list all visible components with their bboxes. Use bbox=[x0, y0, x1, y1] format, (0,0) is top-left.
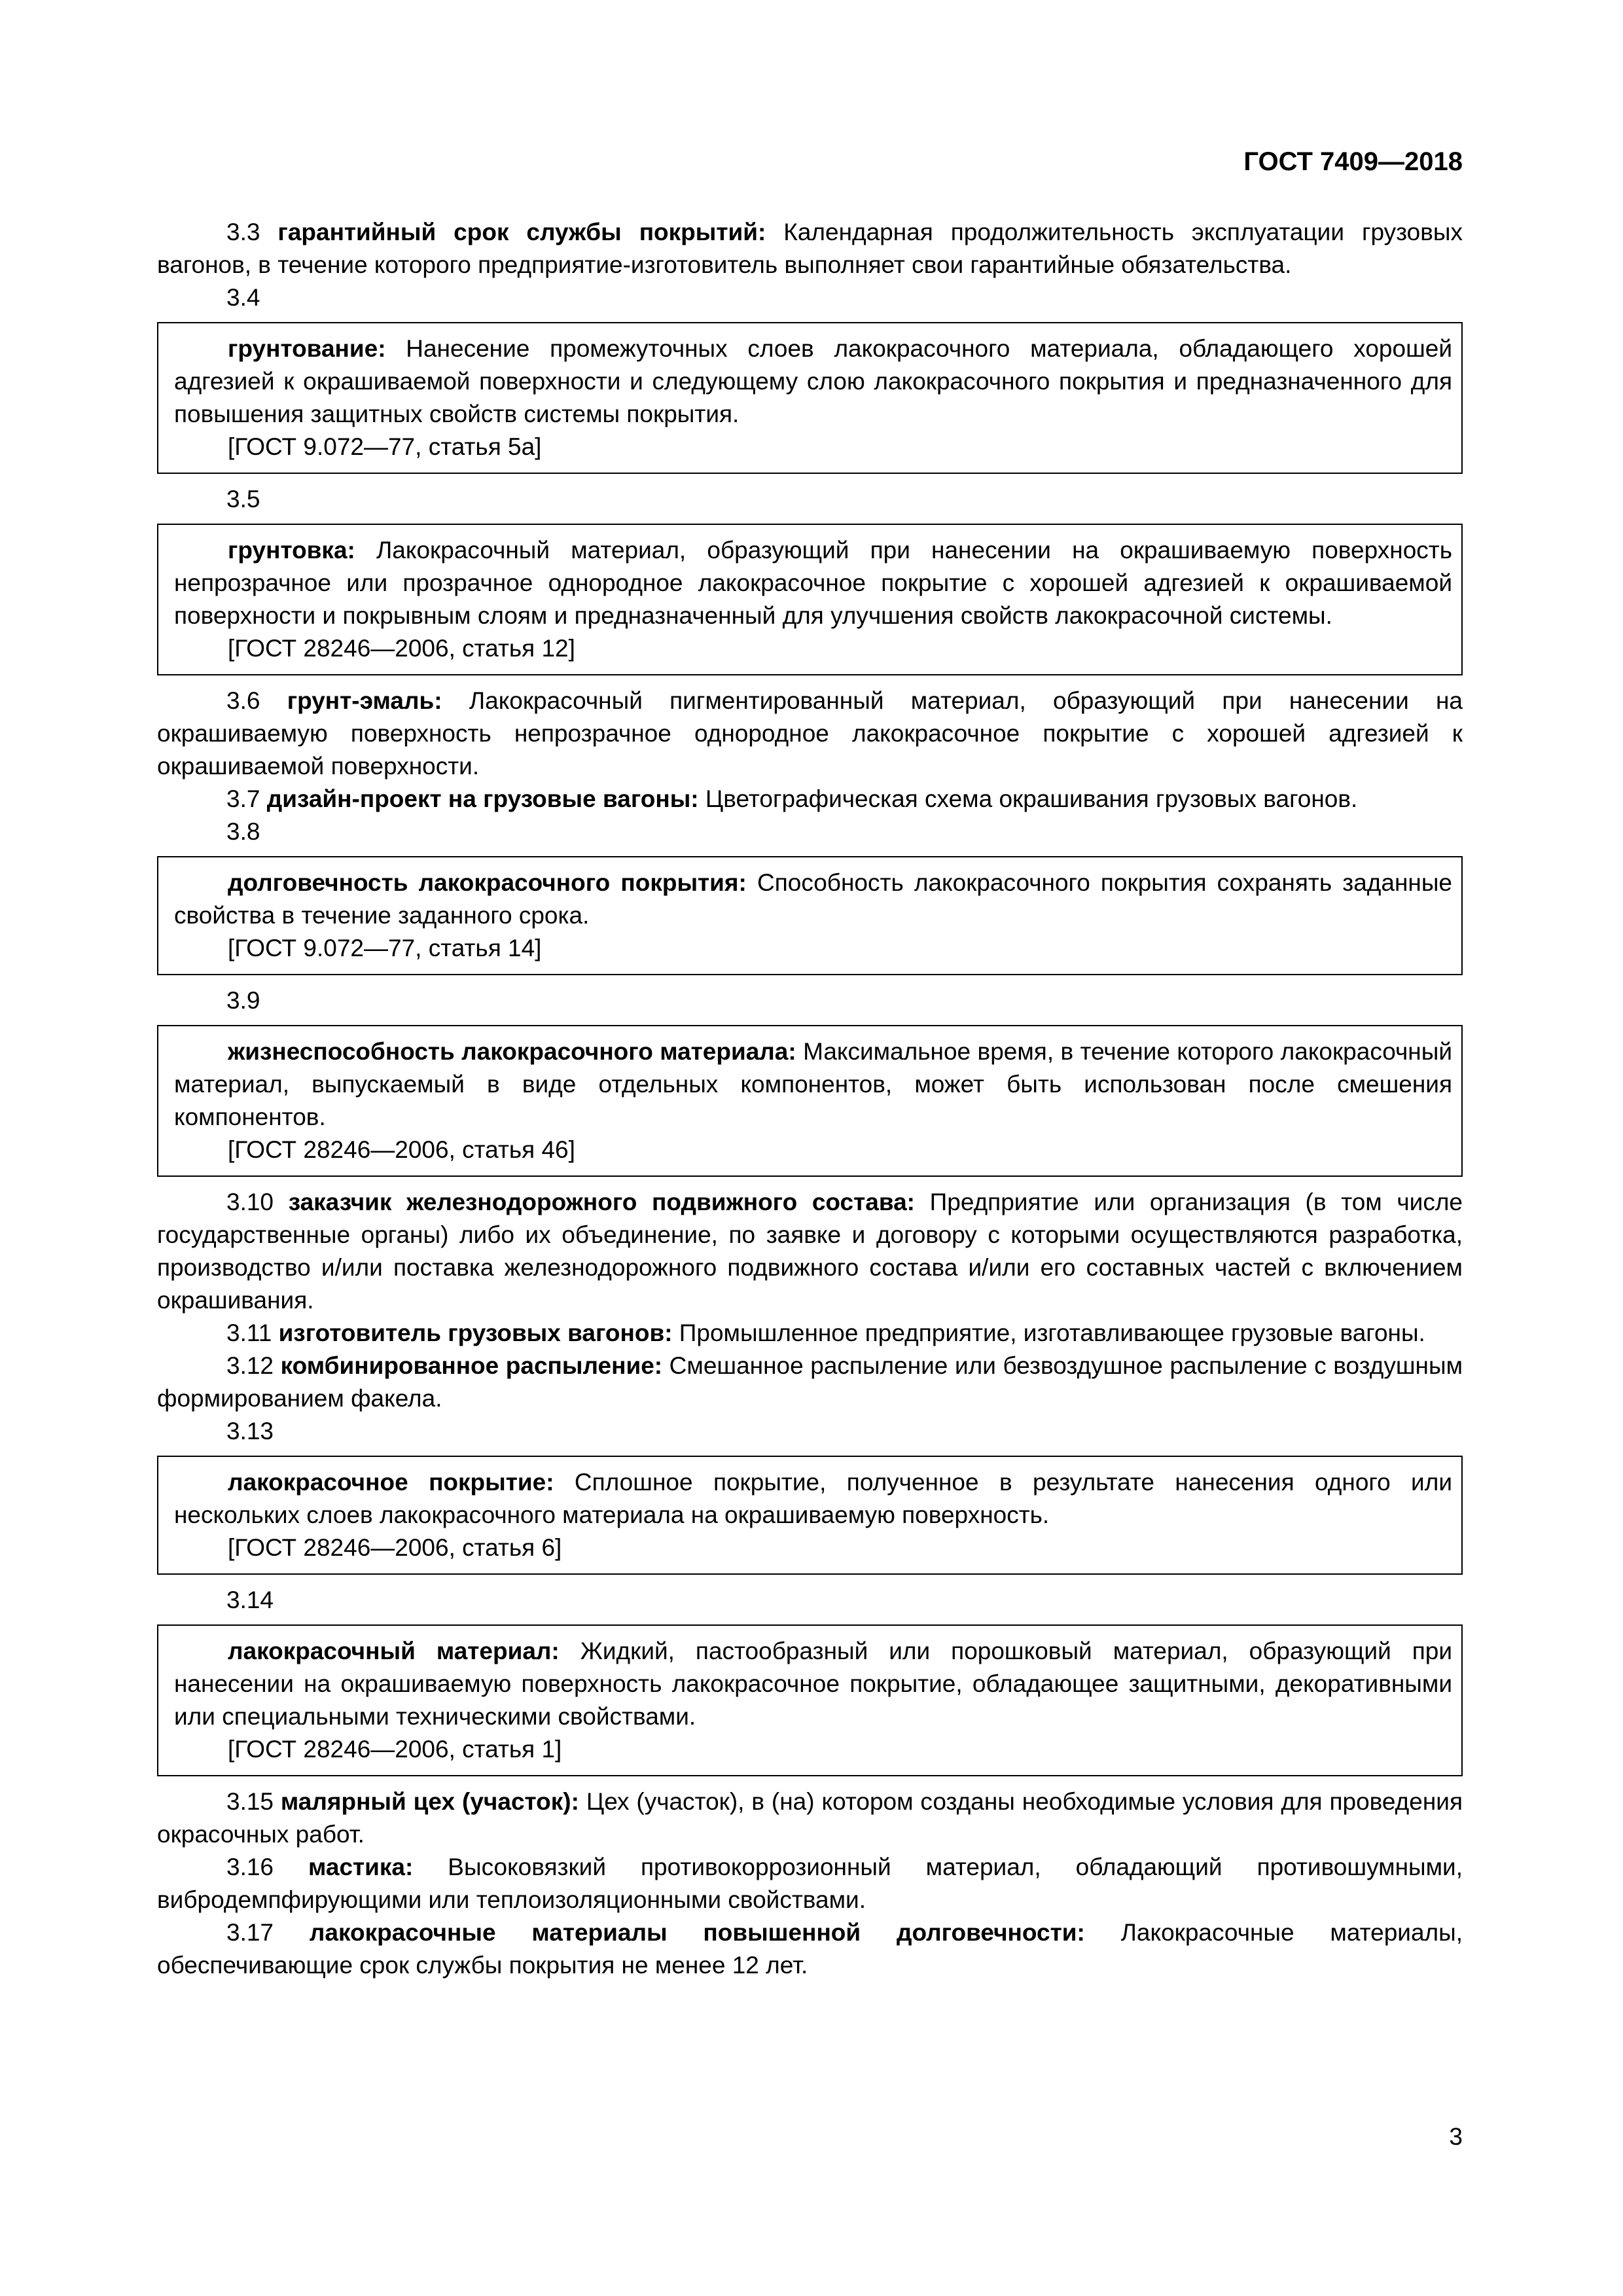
page-number: 3 bbox=[1449, 2123, 1463, 2150]
quoted-term-box bbox=[157, 524, 1463, 675]
term-entry bbox=[174, 867, 1452, 932]
term-entry bbox=[174, 534, 1452, 632]
term-number: 3.17 bbox=[226, 1919, 274, 1946]
term-name: лакокрасочный материал: bbox=[228, 1638, 560, 1664]
term-number: 3.15 bbox=[226, 1788, 274, 1815]
document-header: ГОСТ 7409—2018 bbox=[1243, 147, 1463, 176]
term-definition: Смешанное распыление или безвоздушное распыление с воздушным формированием факела. bbox=[157, 1352, 1463, 1412]
terms-section bbox=[157, 216, 1463, 1982]
term-entry bbox=[157, 1851, 1463, 1916]
term-name: грунтование: bbox=[228, 335, 386, 362]
term-number: 3.6 bbox=[226, 687, 260, 714]
quoted-term-box bbox=[157, 322, 1463, 474]
term-number: 3.8 bbox=[226, 818, 260, 845]
term-number: 3.3 bbox=[226, 219, 260, 245]
term-name: комбинированное распыление: bbox=[280, 1352, 663, 1379]
term-definition: Максимальное время, в течение которого лакокрасочный материал, выпускаемый в виде отдельных компонентов, может быть использован после смешения компонентов. bbox=[174, 1038, 1452, 1130]
term-number: 3.4 bbox=[226, 284, 260, 311]
term-definition: Цех (участок), в (на) котором созданы необходимые условия для проведения окрасочных работ. bbox=[157, 1788, 1463, 1848]
term-number: 3.11 bbox=[226, 1319, 272, 1346]
term-entry bbox=[157, 1317, 1463, 1350]
term-name: жизнеспособность лакокрасочного материала: bbox=[228, 1038, 796, 1065]
term-definition: Нанесение промежуточных слоев лакокрасочного материала, обладающего хорошей адгезией к окрашиваемой поверхности и следующему слою лакокрасочного покрытия и предназначенного для повышения защитных свойств системы покрытия. bbox=[174, 335, 1452, 427]
quoted-term-box bbox=[157, 1624, 1463, 1776]
term-entry bbox=[157, 685, 1463, 783]
term-entry bbox=[157, 1186, 1463, 1317]
term-name: лакокрасочное покрытие: bbox=[228, 1469, 554, 1496]
term-source: [ГОСТ 28246—2006, статья 46] bbox=[228, 1136, 575, 1163]
term-entry bbox=[157, 1916, 1463, 1982]
term-definition: Календарная продолжительность эксплуатации грузовых вагонов, в течение которого предприятие-изготовитель выполняет свои гарантийные обязательства. bbox=[157, 219, 1463, 278]
term-name: дизайн-проект на грузовые вагоны: bbox=[266, 785, 699, 812]
term-definition: Сплошное покрытие, полученное в результате нанесения одного или нескольких слоев лакокрасочного материала на окрашиваемую поверхность. bbox=[174, 1469, 1452, 1528]
term-definition: Высоковязкий противокоррозионный материал, обладающий противошумными, вибродемпфирующими или теплоизоляционными свойствами. bbox=[157, 1854, 1463, 1913]
term-definition: Лакокрасочный материал, образующий при нанесении на окрашиваемую поверхность непрозрачное или прозрачное однородное лакокрасочное покрытие с хорошей адгезией к окрашиваемой поверхности и покрывным слоям и предназначенный для улучшения свойств лакокрасочной системы. bbox=[174, 537, 1452, 629]
quoted-term-box bbox=[157, 1025, 1463, 1177]
term-name: грунт-эмаль: bbox=[287, 687, 442, 714]
term-number: 3.16 bbox=[226, 1854, 274, 1880]
term-name: лакокрасочные материалы повышенной долговечности: bbox=[309, 1919, 1085, 1946]
term-name: мастика: bbox=[308, 1854, 414, 1880]
term-source: [ГОСТ 28246—2006, статья 6] bbox=[228, 1534, 562, 1561]
term-definition: Предприятие или организация (в том числе государственные органы) либо их объединение, по заявке и договору с которыми осуществляются разработка, производство и/или поставка железнодорожного подвижного состава и/или его составных частей с включением окрашивания. bbox=[157, 1189, 1463, 1314]
term-name: гарантийный срок службы покрытий: bbox=[277, 219, 766, 245]
term-source: [ГОСТ 9.072—77, статья 5а] bbox=[228, 433, 542, 460]
term-entry bbox=[157, 783, 1463, 816]
term-source: [ГОСТ 9.072—77, статья 14] bbox=[228, 935, 542, 961]
quoted-term-box bbox=[157, 1456, 1463, 1575]
term-entry bbox=[174, 332, 1452, 431]
term-number: 3.9 bbox=[226, 987, 260, 1014]
term-definition: Цветографическая схема окрашивания грузовых вагонов. bbox=[698, 785, 1358, 812]
term-definition: Промышленное предприятие, изготавливающее грузовые вагоны. bbox=[672, 1319, 1425, 1346]
term-number: 3.5 bbox=[226, 486, 260, 512]
term-source: [ГОСТ 28246—2006, статья 12] bbox=[228, 635, 575, 662]
term-definition: Способность лакокрасочного покрытия сохранять заданные свойства в течение заданного срока. bbox=[174, 869, 1452, 929]
term-entry bbox=[157, 1785, 1463, 1851]
term-source: [ГОСТ 28246—2006, статья 1] bbox=[228, 1736, 562, 1763]
term-number: 3.12 bbox=[226, 1352, 274, 1379]
term-definition: Жидкий, пастообразный или порошковый материал, образующий при нанесении на окрашиваемую поверхность лакокрасочное покрытие, обладающее защитными, декоративными или специальными техническими свойствами. bbox=[174, 1638, 1453, 1730]
term-number: 3.14 bbox=[226, 1587, 274, 1613]
term-entry bbox=[157, 1350, 1463, 1415]
term-name: изготовитель грузовых вагонов: bbox=[278, 1319, 673, 1346]
term-entry bbox=[174, 1635, 1452, 1733]
term-name: долговечность лакокрасочного покрытия: bbox=[228, 869, 747, 896]
term-entry bbox=[174, 1035, 1452, 1134]
term-definition: Лакокрасочные материалы, обеспечивающие срок службы покрытия не менее 12 лет. bbox=[157, 1919, 1463, 1979]
term-definition: Лакокрасочный пигментированный материал, образующий при нанесении на окрашиваемую поверхность непрозрачное однородное лакокрасочное покрытие с хорошей адгезией к окрашиваемой поверхности. bbox=[157, 687, 1463, 780]
term-name: малярный цех (участок): bbox=[280, 1788, 579, 1815]
term-entry bbox=[174, 1466, 1452, 1532]
term-number: 3.7 bbox=[226, 785, 260, 812]
term-number: 3.13 bbox=[226, 1418, 274, 1444]
term-name: грунтовка: bbox=[228, 537, 355, 564]
quoted-term-box bbox=[157, 856, 1463, 975]
term-name: заказчик железнодорожного подвижного состава: bbox=[288, 1189, 915, 1215]
term-entry bbox=[157, 216, 1463, 281]
term-number: 3.10 bbox=[226, 1189, 274, 1215]
